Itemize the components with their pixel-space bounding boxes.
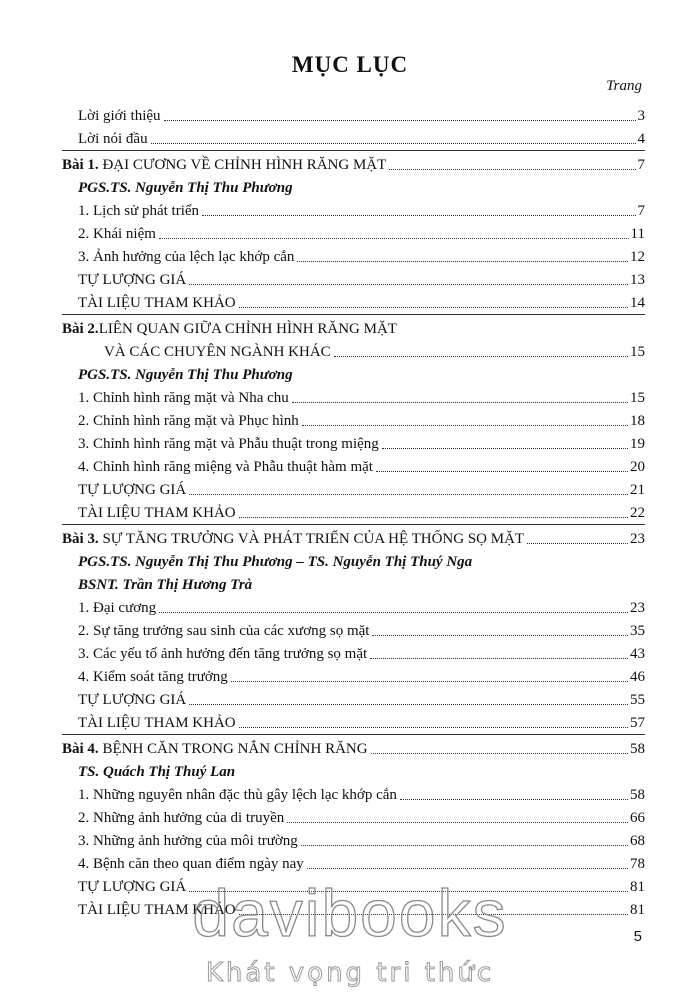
toc-entry-label: 2. Những ảnh hưởng của di truyền — [78, 810, 285, 826]
toc-entry[interactable] — [62, 453, 645, 476]
page-number: 5 — [633, 928, 642, 945]
toc-entry[interactable] — [62, 476, 645, 499]
toc-entry-page: 81 — [630, 879, 645, 895]
toc-entry-label: 3. Ảnh hưởng của lệch lạc khớp cắn — [78, 249, 295, 265]
dot-leader — [334, 356, 628, 357]
toc-entry[interactable] — [62, 407, 645, 430]
toc-entry-label: TỰ LƯỢNG GIÁ — [78, 482, 187, 498]
toc-entry-label: Lời nói đầu — [78, 131, 148, 147]
toc-entry-page: 13 — [630, 272, 645, 288]
toc-entry-page: 57 — [630, 715, 645, 731]
watermark-slogan: Khát vọng tri thức — [205, 958, 495, 988]
dot-leader — [301, 845, 628, 846]
toc-entry[interactable] — [62, 289, 645, 312]
toc-entry[interactable] — [62, 709, 645, 732]
toc-entry[interactable] — [62, 102, 645, 125]
toc-entry-page: 19 — [630, 436, 645, 452]
dot-leader — [151, 143, 636, 144]
dot-leader — [164, 120, 636, 121]
chapter-heading-label — [62, 530, 524, 548]
dot-leader — [307, 868, 628, 869]
toc-entry-page: 46 — [630, 669, 645, 685]
dot-leader — [239, 307, 628, 308]
toc-entry-label: 2. Khái niệm — [78, 226, 156, 242]
toc-entry-label: 3. Chỉnh hình răng mặt và Phẫu thuật trong miệng — [78, 436, 379, 452]
toc-entry[interactable] — [62, 243, 645, 266]
toc-entry-label: 3. Những ảnh hưởng của môi trường — [78, 833, 298, 849]
toc-entry[interactable] — [62, 499, 645, 522]
chapter-number: Bài 1. — [62, 157, 99, 173]
toc-entry-page: 23 — [630, 600, 645, 616]
chapter-heading-label — [62, 156, 386, 174]
toc-entry-page: 81 — [630, 902, 645, 918]
chapter-number: Bài 4. — [62, 741, 99, 757]
toc-entry-label: 2. Chỉnh hình răng mặt và Phục hình — [78, 413, 299, 429]
toc-entry-page: 35 — [630, 623, 645, 639]
dot-leader — [231, 681, 628, 682]
chapter-title: VÀ CÁC CHUYÊN NGÀNH KHÁC — [104, 344, 331, 360]
dot-leader — [371, 753, 628, 754]
toc-entry[interactable] — [62, 686, 645, 709]
dot-leader — [239, 517, 628, 518]
toc-entry-page: 21 — [630, 482, 645, 498]
dot-leader — [189, 704, 628, 705]
dot-leader — [202, 215, 635, 216]
chapter-heading-continued[interactable] — [62, 338, 645, 361]
toc-entry-label: TÀI LIỆU THAM KHẢO — [78, 505, 236, 521]
chapter-page: 23 — [630, 531, 645, 547]
toc-entry[interactable] — [62, 640, 645, 663]
chapter-author: TS. Quách Thị Thuý Lan — [78, 764, 236, 780]
toc-entry-label: Lời giới thiệu — [78, 108, 161, 124]
toc-entry-label: TÀI LIỆU THAM KHẢO — [78, 902, 236, 918]
chapter-heading-label — [62, 740, 368, 758]
chapter-author: BSNT. Trần Thị Hương Trà — [78, 577, 253, 593]
chapter-title: BỆNH CĂN TRONG NẮN CHỈNH RĂNG — [102, 741, 368, 757]
toc-entry-page: 11 — [630, 226, 645, 242]
toc-entry[interactable] — [62, 266, 645, 289]
page-title: MỤC LỤC — [291, 52, 409, 77]
toc-entry[interactable] — [62, 804, 645, 827]
chapter-number: Bài 2. — [62, 321, 99, 337]
toc-entry-page: 18 — [630, 413, 645, 429]
dot-leader — [389, 169, 635, 170]
toc-entry-page: 68 — [630, 833, 645, 849]
toc-entry-label: TÀI LIỆU THAM KHẢO — [78, 295, 236, 311]
toc-entry-label: TỰ LƯỢNG GIÁ — [78, 879, 187, 895]
chapter-page: 15 — [630, 344, 645, 360]
toc-entry-page: 55 — [630, 692, 645, 708]
watermark-brand: davibooks — [192, 876, 508, 950]
chapter-page: 7 — [637, 157, 645, 173]
toc-entry[interactable] — [62, 617, 645, 640]
toc-entry-page: 3 — [637, 108, 645, 124]
chapter-title: ĐẠI CƯƠNG VỀ CHỈNH HÌNH RĂNG MẶT — [102, 157, 387, 173]
toc-entry[interactable] — [62, 594, 645, 617]
dot-leader — [527, 543, 628, 544]
toc-entry-label: 4. Kiểm soát tăng trưởng — [78, 669, 228, 685]
toc-entry[interactable] — [62, 850, 645, 873]
toc-entry[interactable] — [62, 430, 645, 453]
toc-entry-label: 4. Chỉnh hình răng miệng và Phẫu thuật hàm mặt — [78, 459, 373, 475]
toc-entry-label: 4. Bệnh căn theo quan điểm ngày nay — [78, 856, 304, 872]
dot-leader — [382, 448, 628, 449]
toc-entry[interactable] — [62, 125, 645, 148]
chapter-author: PGS.TS. Nguyễn Thị Thu Phương — [78, 367, 293, 383]
dot-leader — [287, 822, 628, 823]
toc-entry-label: TỰ LƯỢNG GIÁ — [78, 692, 187, 708]
table-of-contents — [62, 102, 645, 919]
toc-entry-page: 12 — [630, 249, 645, 265]
dot-leader — [372, 635, 628, 636]
dot-leader — [376, 471, 628, 472]
dot-leader — [370, 658, 628, 659]
toc-entry-page: 22 — [630, 505, 645, 521]
toc-entry-label: 2. Sự tăng trưởng sau sinh của các xương sọ mặt — [78, 623, 370, 639]
chapter-author: PGS.TS. Nguyễn Thị Thu Phương — [78, 180, 293, 196]
dot-leader — [297, 261, 628, 262]
chapter-title: SỰ TĂNG TRƯỞNG VÀ PHÁT TRIỂN CỦA HỆ THỐNG SỌ MẶT — [102, 531, 525, 547]
toc-entry-page: 4 — [637, 131, 645, 147]
toc-entry-page: 43 — [630, 646, 645, 662]
chapter-heading[interactable] — [62, 315, 645, 338]
page-column-label: Trang — [606, 78, 642, 94]
toc-entry-label: TÀI LIỆU THAM KHẢO — [78, 715, 236, 731]
chapter-block — [62, 150, 645, 312]
toc-entry[interactable] — [62, 384, 645, 407]
toc-entry-page: 78 — [630, 856, 645, 872]
toc-entry-label: 3. Các yếu tố ảnh hưởng đến tăng trưởng sọ mặt — [78, 646, 368, 662]
toc-entry-page: 15 — [630, 390, 645, 406]
toc-entry-label: 1. Những nguyên nhân đặc thù gây lệch lạc khớp cắn — [78, 787, 397, 803]
dot-leader — [189, 494, 628, 495]
toc-entry-page: 20 — [630, 459, 645, 475]
chapter-heading[interactable] — [62, 525, 645, 548]
dot-leader — [239, 727, 628, 728]
toc-entry-label: TỰ LƯỢNG GIÁ — [78, 272, 187, 288]
dot-leader — [189, 284, 628, 285]
chapter-heading[interactable] — [62, 735, 645, 758]
dot-leader — [159, 238, 629, 239]
chapter-block — [62, 314, 645, 522]
dot-leader — [159, 612, 628, 613]
toc-entry-page: 14 — [630, 295, 645, 311]
toc-entry-page: 7 — [637, 203, 645, 219]
toc-entry[interactable] — [62, 663, 645, 686]
dot-leader — [292, 402, 628, 403]
toc-entry-label: 1. Đại cương — [78, 600, 157, 616]
toc-entry[interactable] — [62, 827, 645, 850]
toc-entry[interactable] — [62, 197, 645, 220]
toc-entry-page: 66 — [630, 810, 645, 826]
chapter-author: PGS.TS. Nguyễn Thị Thu Phương – TS. Nguyễn Thị Thuý Nga — [78, 554, 473, 570]
toc-entry-label: 1. Chỉnh hình răng mặt và Nha chu — [78, 390, 289, 406]
dot-leader — [400, 799, 628, 800]
toc-entry-label: 1. Lịch sử phát triển — [78, 203, 200, 219]
dot-leader — [302, 425, 628, 426]
toc-entry[interactable] — [62, 220, 645, 243]
toc-entry[interactable] — [62, 781, 645, 804]
chapter-block — [62, 524, 645, 732]
chapter-page: 58 — [630, 741, 645, 757]
chapter-number: Bài 3. — [62, 531, 99, 547]
chapter-title: LIÊN QUAN GIỮA CHỈNH HÌNH RĂNG MẶT — [98, 321, 397, 337]
chapter-heading[interactable] — [62, 151, 645, 174]
toc-entry-page: 58 — [630, 787, 645, 803]
